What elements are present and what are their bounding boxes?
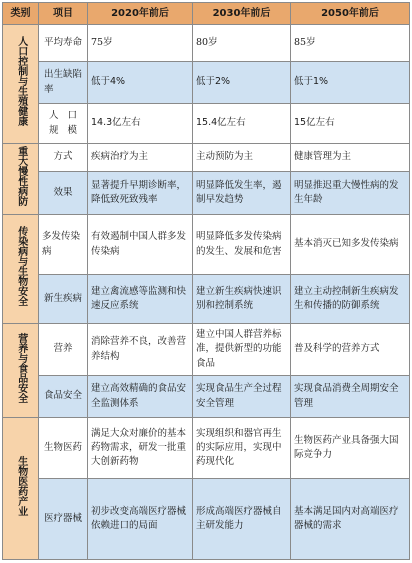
table-row (3, 25, 410, 62)
item-label: 新生疾病 (39, 275, 88, 324)
value-2030: 低于2% (193, 62, 291, 104)
value-2030: 明显降低发生率，遏制早发趋势 (193, 172, 291, 215)
value-2020: 疾病治疗为主 (88, 144, 193, 172)
table-row (3, 62, 410, 104)
table-row (3, 172, 410, 215)
value-2030: 实现组织和器官再生的实际应用，实现中药现代化 (193, 418, 291, 479)
value-2030: 实现食品生产全过程安全管理 (193, 376, 291, 418)
category-label: 生物医药产业 (15, 455, 27, 516)
item-label: 食品安全 (39, 376, 88, 418)
header-item: 项目 (39, 3, 88, 25)
category-cell (3, 215, 39, 324)
value-2050: 基本满足国内对高端医疗器械的需求 (291, 479, 410, 560)
item-label: 平均寿命 (44, 36, 83, 48)
item-label: 方式 (39, 144, 88, 172)
header-2020: 2020年前后 (88, 3, 193, 25)
value-2020: 初步改变高端医疗器械依赖进口的局面 (88, 479, 193, 560)
value-2050: 实现食品消费全周期安全管理 (291, 376, 410, 418)
value-2030: 15.4亿左右 (193, 104, 291, 144)
item-label: 生物医药 (39, 418, 88, 479)
item-label: 人口规模 (49, 110, 77, 136)
value-2020: 建立高效精确的食品安全监测体系 (88, 376, 193, 418)
value-2030: 建立中国人群营养标准，提供新型的功能食品 (193, 324, 291, 376)
header-row (3, 3, 410, 25)
table-row (3, 418, 410, 479)
value-2050: 15亿左右 (291, 104, 410, 144)
table-row (3, 144, 410, 172)
value-2030: 建立新生疾病快速识别和控制系统 (193, 275, 291, 324)
value-2050: 健康管理为主 (291, 144, 410, 172)
value-2050: 基本消灭已知多发传染病 (291, 215, 410, 275)
item-label: 医疗器械 (39, 479, 88, 560)
category-label: 传染病与生物安全 (15, 226, 27, 307)
roadmap-table (2, 2, 410, 560)
value-2020: 满足大众对廉价的基本药物需求，研发一批重大创新药物 (88, 418, 193, 479)
table-row (3, 376, 410, 418)
category-label: 重大慢性病防 (15, 146, 27, 207)
value-2020: 消除营养不良，改善营养结构 (88, 324, 193, 376)
table-row (3, 215, 410, 275)
value-2020: 有效遏制中国人群多发传染病 (88, 215, 193, 275)
value-2050: 生物医药产业具备强大国际竞争力 (291, 418, 410, 479)
category-cell (3, 324, 39, 418)
value-2020: 75岁 (88, 25, 193, 62)
item-label: 多发传染病 (39, 215, 88, 275)
header-category: 类别 (3, 3, 39, 25)
category-label: 人口控制与生殖健康 (15, 36, 27, 127)
item-label: 效果 (39, 172, 88, 215)
value-2020: 建立禽流感等监测和快速反应系统 (88, 275, 193, 324)
category-label: 营养与食品安全 (15, 332, 27, 403)
value-2050: 85岁 (291, 25, 410, 62)
item-label: 出生缺陷率 (44, 69, 83, 95)
header-2050: 2050年前后 (291, 3, 410, 25)
table-row (3, 324, 410, 376)
value-2030: 形成高端医疗器械自主研发能力 (193, 479, 291, 560)
table-row (3, 275, 410, 324)
value-2050: 普及科学的营养方式 (291, 324, 410, 376)
value-2050: 建立主动控制新生疾病发生和传播的防御系统 (291, 275, 410, 324)
value-2050: 明显推迟重大慢性病的发生年龄 (291, 172, 410, 215)
category-cell (3, 25, 39, 144)
header-2030: 2030年前后 (193, 3, 291, 25)
value-2030: 80岁 (193, 25, 291, 62)
value-2050: 低于1% (291, 62, 410, 104)
table-row (3, 104, 410, 144)
item-label: 营养 (39, 324, 88, 376)
table-row (3, 479, 410, 560)
value-2020: 低于4% (88, 62, 193, 104)
category-cell (3, 418, 39, 560)
value-2020: 14.3亿左右 (88, 104, 193, 144)
category-cell (3, 144, 39, 215)
value-2030: 明显降低多发传染病的发生、发展和危害 (193, 215, 291, 275)
value-2020: 显著提升早期诊断率，降低致死致残率 (88, 172, 193, 215)
value-2030: 主动预防为主 (193, 144, 291, 172)
